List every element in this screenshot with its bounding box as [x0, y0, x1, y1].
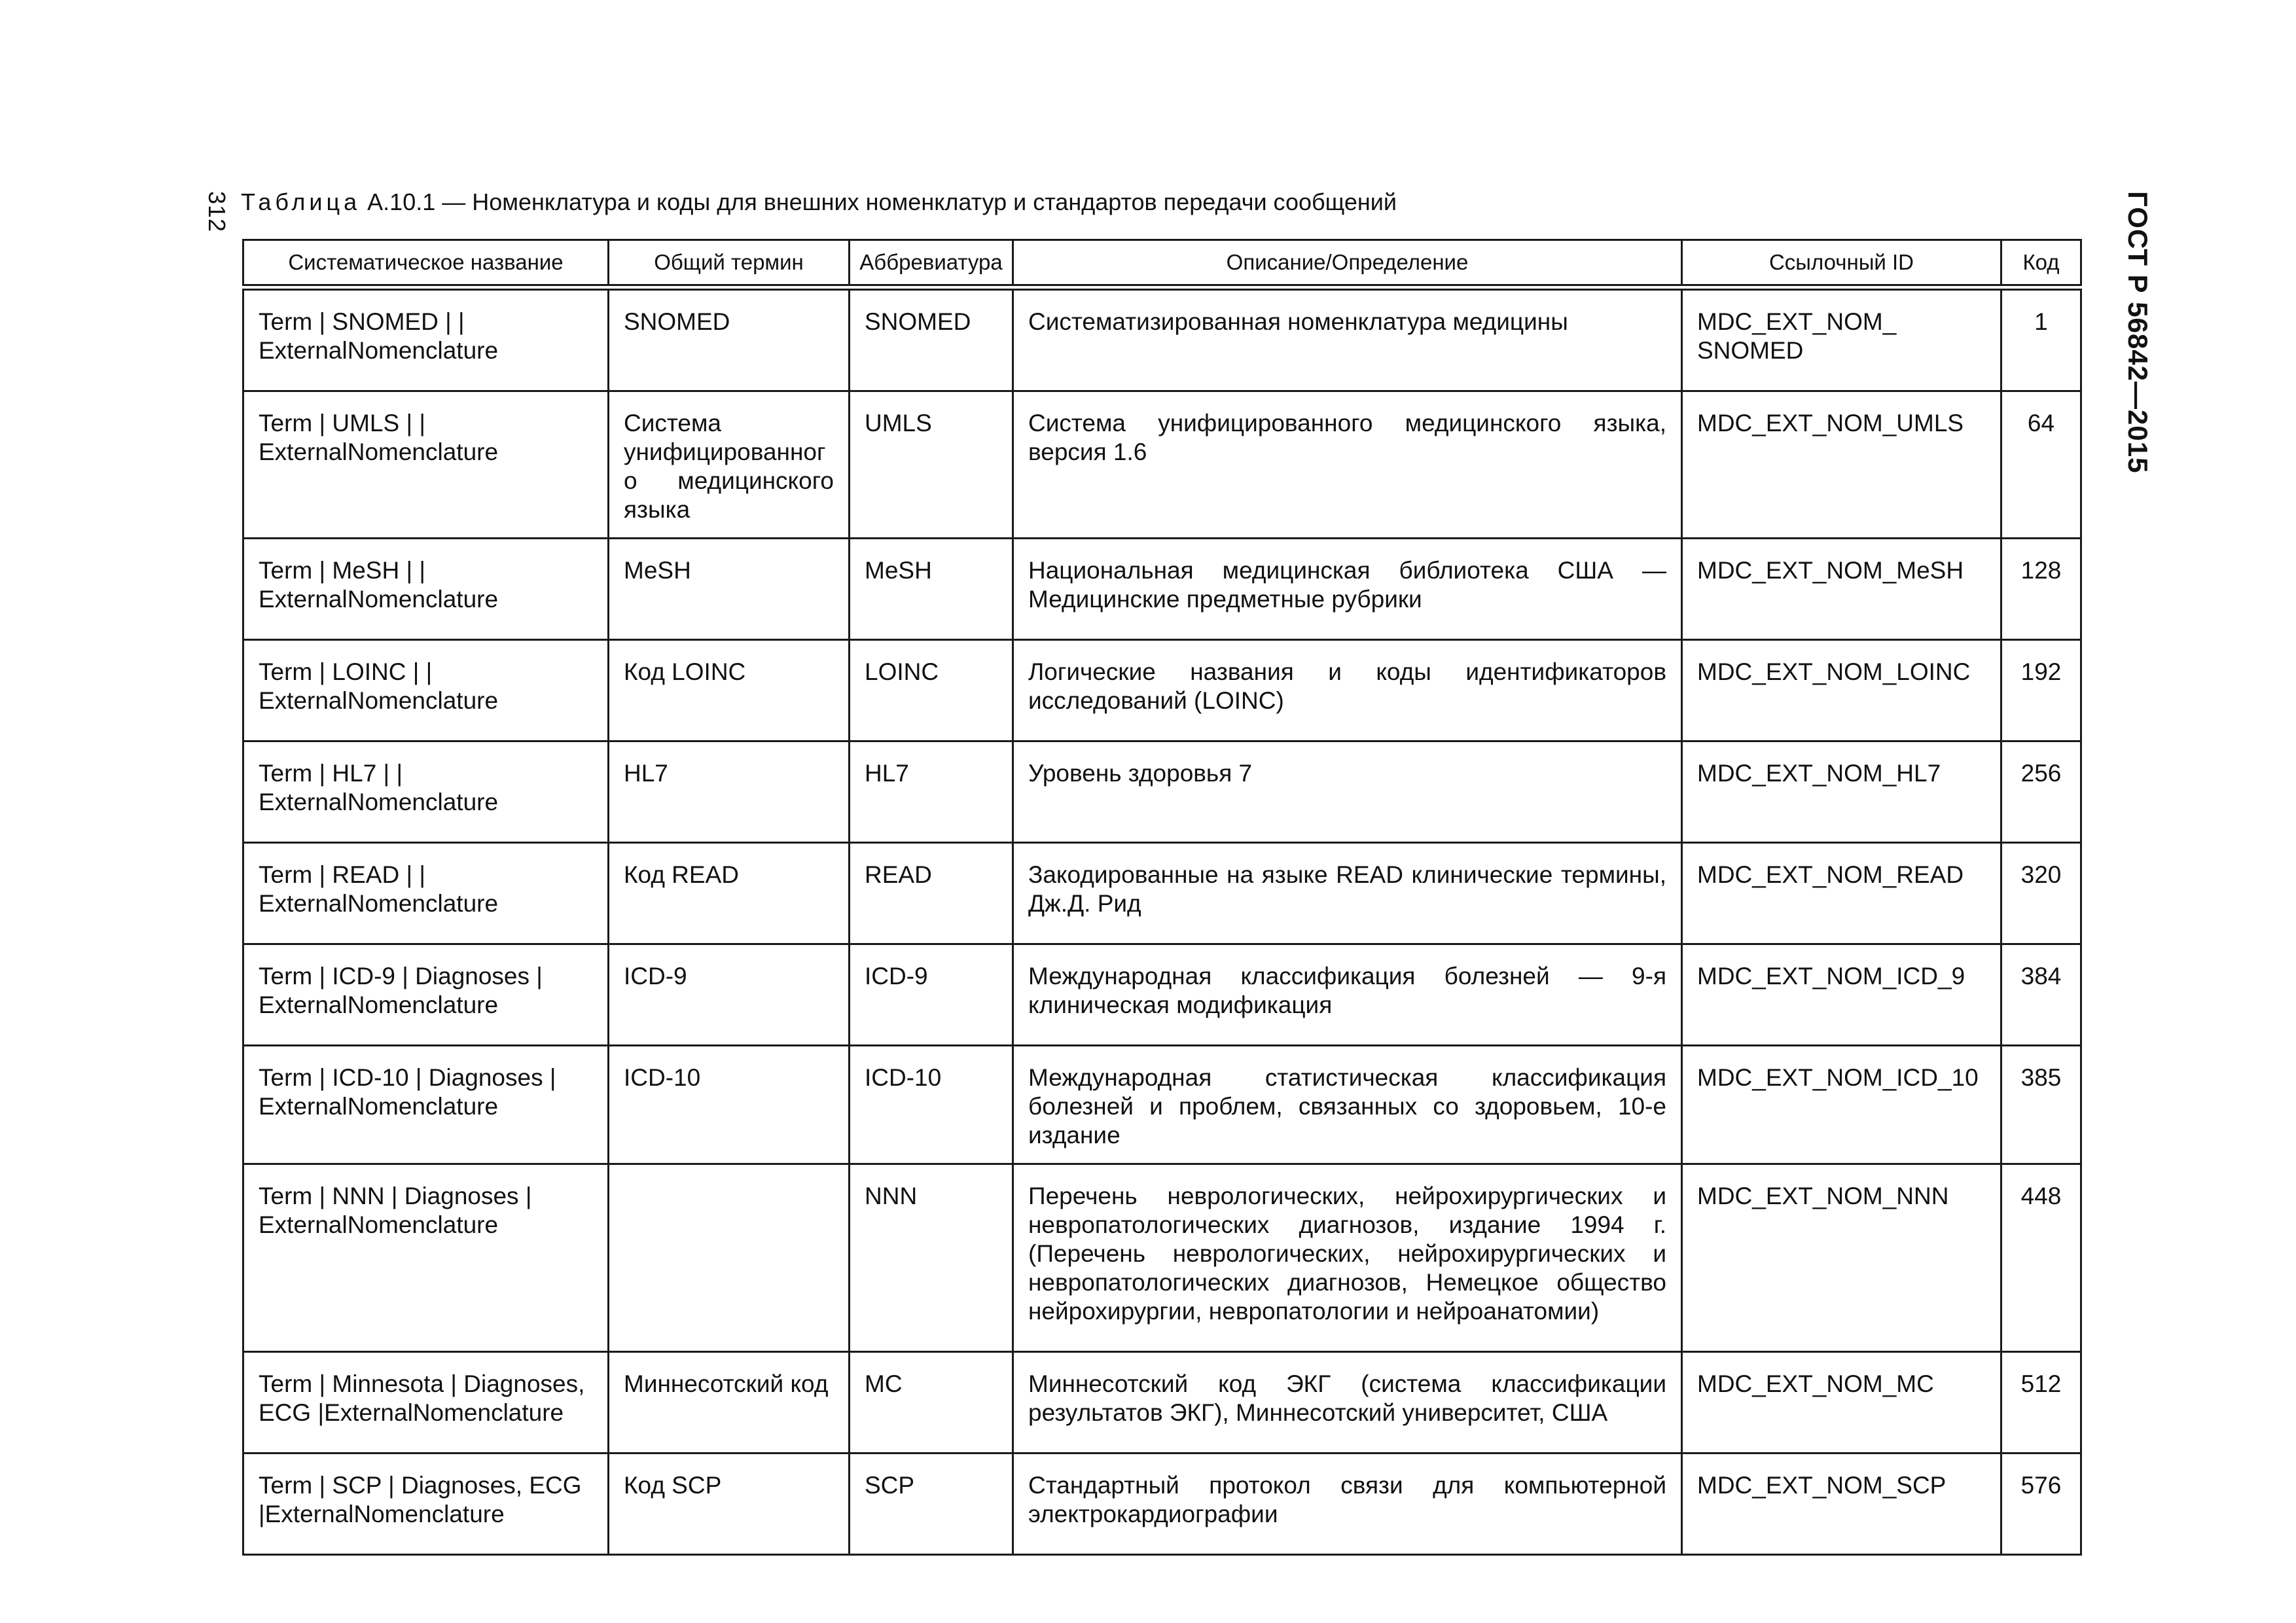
cell-systematic-name: Term | ICD-9 | Diagnoses | ExternalNomenclature [243, 944, 609, 1046]
cell-reference-id: MDC_EXT_NOM_HL7 [1682, 741, 2001, 843]
cell-abbreviation: MC [850, 1352, 1013, 1454]
cell-abbreviation: READ [850, 843, 1013, 944]
cell-systematic-name: Term | NNN | Diagnoses | ExternalNomenclature [243, 1164, 609, 1352]
cell-description: Миннесотский код ЭКГ (система классификации результатов ЭКГ), Миннесотский университет, США [1013, 1352, 1682, 1454]
cell-description: Стандартный протокол связи для компьютерной электрокардиографии [1013, 1454, 1682, 1555]
cell-abbreviation: HL7 [850, 741, 1013, 843]
cell-code: 385 [2001, 1046, 2081, 1164]
cell-code: 1 [2001, 287, 2081, 391]
cell-reference-id: MDC_EXT_NOM_NNN [1682, 1164, 2001, 1352]
cell-systematic-name: Term | SNOMED | | ExternalNomenclature [243, 287, 609, 391]
cell-systematic-name: Term | LOINC | | ExternalNomenclature [243, 640, 609, 741]
cell-abbreviation: MeSH [850, 539, 1013, 640]
cell-code: 128 [2001, 539, 2081, 640]
header-code: Код [2001, 240, 2081, 288]
cell-reference-id: MDC_EXT_NOM_MC [1682, 1352, 2001, 1454]
table-row [243, 640, 2081, 741]
cell-systematic-name: Term | ICD-10 | Diagnoses | ExternalNomenclature [243, 1046, 609, 1164]
cell-common-term [609, 1164, 850, 1352]
cell-common-term: SNOMED [609, 287, 850, 391]
cell-common-term: Миннесотский код [609, 1352, 850, 1454]
caption-text: А.10.1 — Номенклатура и коды для внешних номенклатур и стандартов передачи сообщений [367, 188, 1397, 215]
table-row [243, 1046, 2081, 1164]
cell-reference-id: MDC_EXT_NOM_ SNOMED [1682, 287, 2001, 391]
table-caption [241, 188, 1397, 216]
table-row [243, 944, 2081, 1046]
cell-reference-id: MDC_EXT_NOM_READ [1682, 843, 2001, 944]
cell-common-term: MeSH [609, 539, 850, 640]
table-row [243, 391, 2081, 539]
cell-description: Систематизированная номенклатура медицины [1013, 287, 1682, 391]
cell-abbreviation: ICD-10 [850, 1046, 1013, 1164]
page-number: 312 [204, 191, 230, 233]
cell-description: Международная статистическая классификация болезней и проблем, связанных со здоровьем, 10-е издание [1013, 1046, 1682, 1164]
cell-abbreviation: NNN [850, 1164, 1013, 1352]
table-row [243, 1454, 2081, 1555]
cell-common-term: Код READ [609, 843, 850, 944]
cell-reference-id: MDC_EXT_NOM_SCP [1682, 1454, 2001, 1555]
table-row [243, 539, 2081, 640]
cell-code: 576 [2001, 1454, 2081, 1555]
cell-reference-id: MDC_EXT_NOM_ICD_9 [1682, 944, 2001, 1046]
cell-systematic-name: Term | SCP | Diagnoses, ECG |ExternalNomenclature [243, 1454, 609, 1555]
cell-systematic-name: Term | READ | | ExternalNomenclature [243, 843, 609, 944]
table-row [243, 1352, 2081, 1454]
header-systematic-name: Систематическое название [243, 240, 609, 288]
header-abbreviation: Аббревиатура [850, 240, 1013, 288]
cell-common-term: Код LOINC [609, 640, 850, 741]
cell-abbreviation: LOINC [850, 640, 1013, 741]
header-description: Описание/Определение [1013, 240, 1682, 288]
cell-description: Уровень здоровья 7 [1013, 741, 1682, 843]
cell-reference-id: MDC_EXT_NOM_LOINC [1682, 640, 2001, 741]
caption-label: Таблица [241, 188, 361, 215]
cell-common-term: ICD-10 [609, 1046, 850, 1164]
cell-reference-id: MDC_EXT_NOM_ICD_10 [1682, 1046, 2001, 1164]
cell-common-term: Код SCP [609, 1454, 850, 1555]
cell-description: Система унифицированного медицинского языка, версия 1.6 [1013, 391, 1682, 539]
cell-description: Логические названия и коды идентификаторов исследований (LOINC) [1013, 640, 1682, 741]
cell-systematic-name: Term | Minnesota | Diagnoses, ECG |ExternalNomenclature [243, 1352, 609, 1454]
cell-common-term: ICD-9 [609, 944, 850, 1046]
cell-common-term: Система унифицированного медицинского языка [609, 391, 850, 539]
document-code: ГОСТ Р 56842—2015 [2123, 191, 2153, 474]
table-row [243, 843, 2081, 944]
table-row [243, 741, 2081, 843]
cell-reference-id: MDC_EXT_NOM_UMLS [1682, 391, 2001, 539]
cell-code: 448 [2001, 1164, 2081, 1352]
cell-code: 512 [2001, 1352, 2081, 1454]
table-header-row [243, 240, 2081, 288]
cell-systematic-name: Term | UMLS | | ExternalNomenclature [243, 391, 609, 539]
nomenclature-table [242, 239, 2082, 1556]
cell-code: 320 [2001, 843, 2081, 944]
cell-code: 192 [2001, 640, 2081, 741]
cell-code: 64 [2001, 391, 2081, 539]
cell-systematic-name: Term | HL7 | | ExternalNomenclature [243, 741, 609, 843]
header-reference-id: Ссылочный ID [1682, 240, 2001, 288]
cell-abbreviation: SNOMED [850, 287, 1013, 391]
cell-reference-id: MDC_EXT_NOM_MeSH [1682, 539, 2001, 640]
cell-abbreviation: ICD-9 [850, 944, 1013, 1046]
table-row [243, 287, 2081, 391]
cell-common-term: HL7 [609, 741, 850, 843]
cell-code: 384 [2001, 944, 2081, 1046]
cell-description: Закодированные на языке READ клинические термины, Дж.Д. Рид [1013, 843, 1682, 944]
cell-code: 256 [2001, 741, 2081, 843]
header-common-term: Общий термин [609, 240, 850, 288]
cell-description: Международная классификация болезней — 9-я клиническая модификация [1013, 944, 1682, 1046]
cell-systematic-name: Term | MeSH | | ExternalNomenclature [243, 539, 609, 640]
table-row [243, 1164, 2081, 1352]
cell-description: Перечень неврологических, нейрохирургических и невропатологических диагнозов, издание 1994 г. (Перечень неврологических, нейрохирургических и невропатологических диагнозов, Немецкое общество нейрохирургии, невропатологии и нейроанатомии) [1013, 1164, 1682, 1352]
cell-description: Национальная медицинская библиотека США — Медицинские предметные рубрики [1013, 539, 1682, 640]
cell-abbreviation: UMLS [850, 391, 1013, 539]
cell-abbreviation: SCP [850, 1454, 1013, 1555]
